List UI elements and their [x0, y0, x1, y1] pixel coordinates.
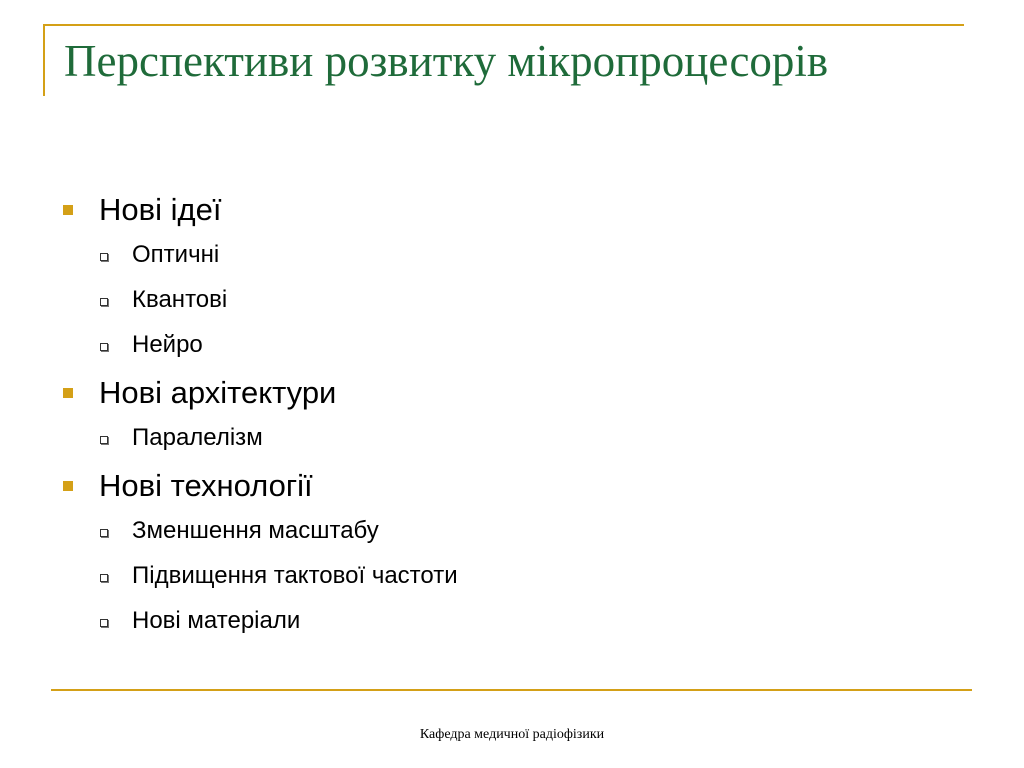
sub-bullet-label: Нові матеріали [132, 606, 301, 634]
bullet-item-level1 [62, 464, 458, 508]
bullet-item-level2 [100, 277, 458, 322]
square-bullet-icon [63, 205, 73, 215]
bullet-item-level2 [100, 322, 458, 367]
bullet-item-level2 [100, 232, 458, 277]
bullet-item-level1 [62, 188, 458, 232]
bullet-label: Нові технології [99, 468, 313, 503]
hollow-square-bullet-icon [100, 574, 108, 582]
bullet-item-level2 [100, 415, 458, 460]
footer-caption: Кафедра медичної радіофізики [419, 727, 605, 742]
slide-title: Перспективи розвитку мікропроцесорів [64, 36, 829, 86]
title-frame-top-line [43, 24, 964, 26]
hollow-square-bullet-icon [100, 619, 108, 627]
sub-bullet-label: Підвищення тактової частоти [132, 561, 458, 589]
bullet-item-level2 [100, 553, 458, 598]
bullet-list [62, 188, 458, 643]
hollow-square-bullet-icon [100, 436, 108, 444]
sub-bullet-list [100, 232, 458, 367]
hollow-square-bullet-icon [100, 343, 108, 351]
sub-bullet-label: Паралелізм [132, 423, 263, 451]
sub-bullet-label: Нейро [132, 330, 203, 358]
square-bullet-icon [63, 388, 73, 398]
hollow-square-bullet-icon [100, 253, 108, 261]
bullet-label: Нові ідеї [99, 192, 222, 227]
sub-bullet-label: Оптичні [132, 240, 220, 268]
bullet-item-level1 [62, 371, 458, 415]
sub-bullet-label: Зменшення масштабу [132, 516, 379, 544]
bullet-item-level2 [100, 598, 458, 643]
sub-bullet-list [100, 508, 458, 643]
footer-divider [51, 689, 972, 691]
bullet-label: Нові архітектури [99, 375, 337, 410]
hollow-square-bullet-icon [100, 298, 108, 306]
square-bullet-icon [63, 481, 73, 491]
sub-bullet-label: Квантові [132, 285, 228, 313]
hollow-square-bullet-icon [100, 529, 108, 537]
bullet-item-level2 [100, 508, 458, 553]
title-frame-left-line [43, 24, 45, 96]
sub-bullet-list [100, 415, 458, 460]
